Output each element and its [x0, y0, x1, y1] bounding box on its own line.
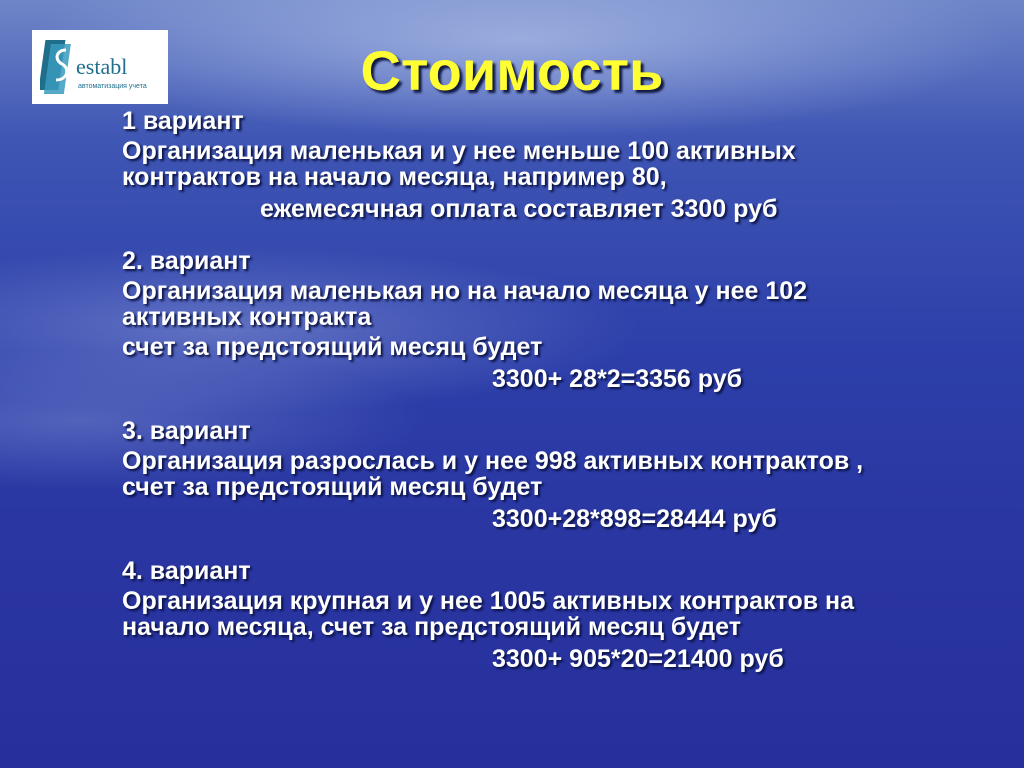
text-line: Организация разрослась и у нее 998 активных контрактов , — [122, 447, 864, 475]
variant-description — [122, 448, 1022, 500]
variant-extra: счет за предстоящий месяц будет — [122, 333, 543, 361]
variant-description — [122, 278, 1022, 330]
slide-content — [122, 108, 1022, 672]
variant-total: ежемесячная оплата составляет 3300 руб — [260, 195, 778, 223]
variant-total: 3300+28*898=28444 руб — [492, 505, 777, 533]
text-line: активных контракта — [122, 303, 372, 331]
variant-total: 3300+ 905*20=21400 руб — [492, 645, 784, 673]
variant-heading: 4. вариант — [122, 557, 251, 585]
logo-name: establ — [76, 54, 128, 79]
variant-3 — [122, 418, 1022, 532]
variant-1 — [122, 108, 1022, 222]
variant-heading: 1 вариант — [122, 107, 244, 135]
text-line: Организация крупная и у нее 1005 активных контрактов на — [122, 587, 855, 615]
logo-tagline: автоматизация учета — [78, 83, 147, 90]
variant-heading: 2. вариант — [122, 247, 251, 275]
variant-4 — [122, 558, 1022, 672]
variant-description — [122, 588, 1022, 640]
variant-2 — [122, 248, 1022, 392]
text-line: контрактов на начало месяца, например 80, — [122, 163, 667, 191]
variant-total: 3300+ 28*2=3356 руб — [492, 365, 743, 393]
variant-description — [122, 138, 1022, 190]
text-line: счет за предстоящий месяц будет — [122, 473, 543, 501]
page-title: Стоимость — [360, 39, 664, 102]
text-line: начало месяца, счет за предстоящий месяц будет — [122, 613, 741, 641]
text-line: Организация маленькая и у нее меньше 100 активных — [122, 137, 796, 165]
variant-heading: 3. вариант — [122, 417, 251, 445]
text-line: Организация маленькая но на начало месяца у нее 102 — [122, 277, 808, 305]
